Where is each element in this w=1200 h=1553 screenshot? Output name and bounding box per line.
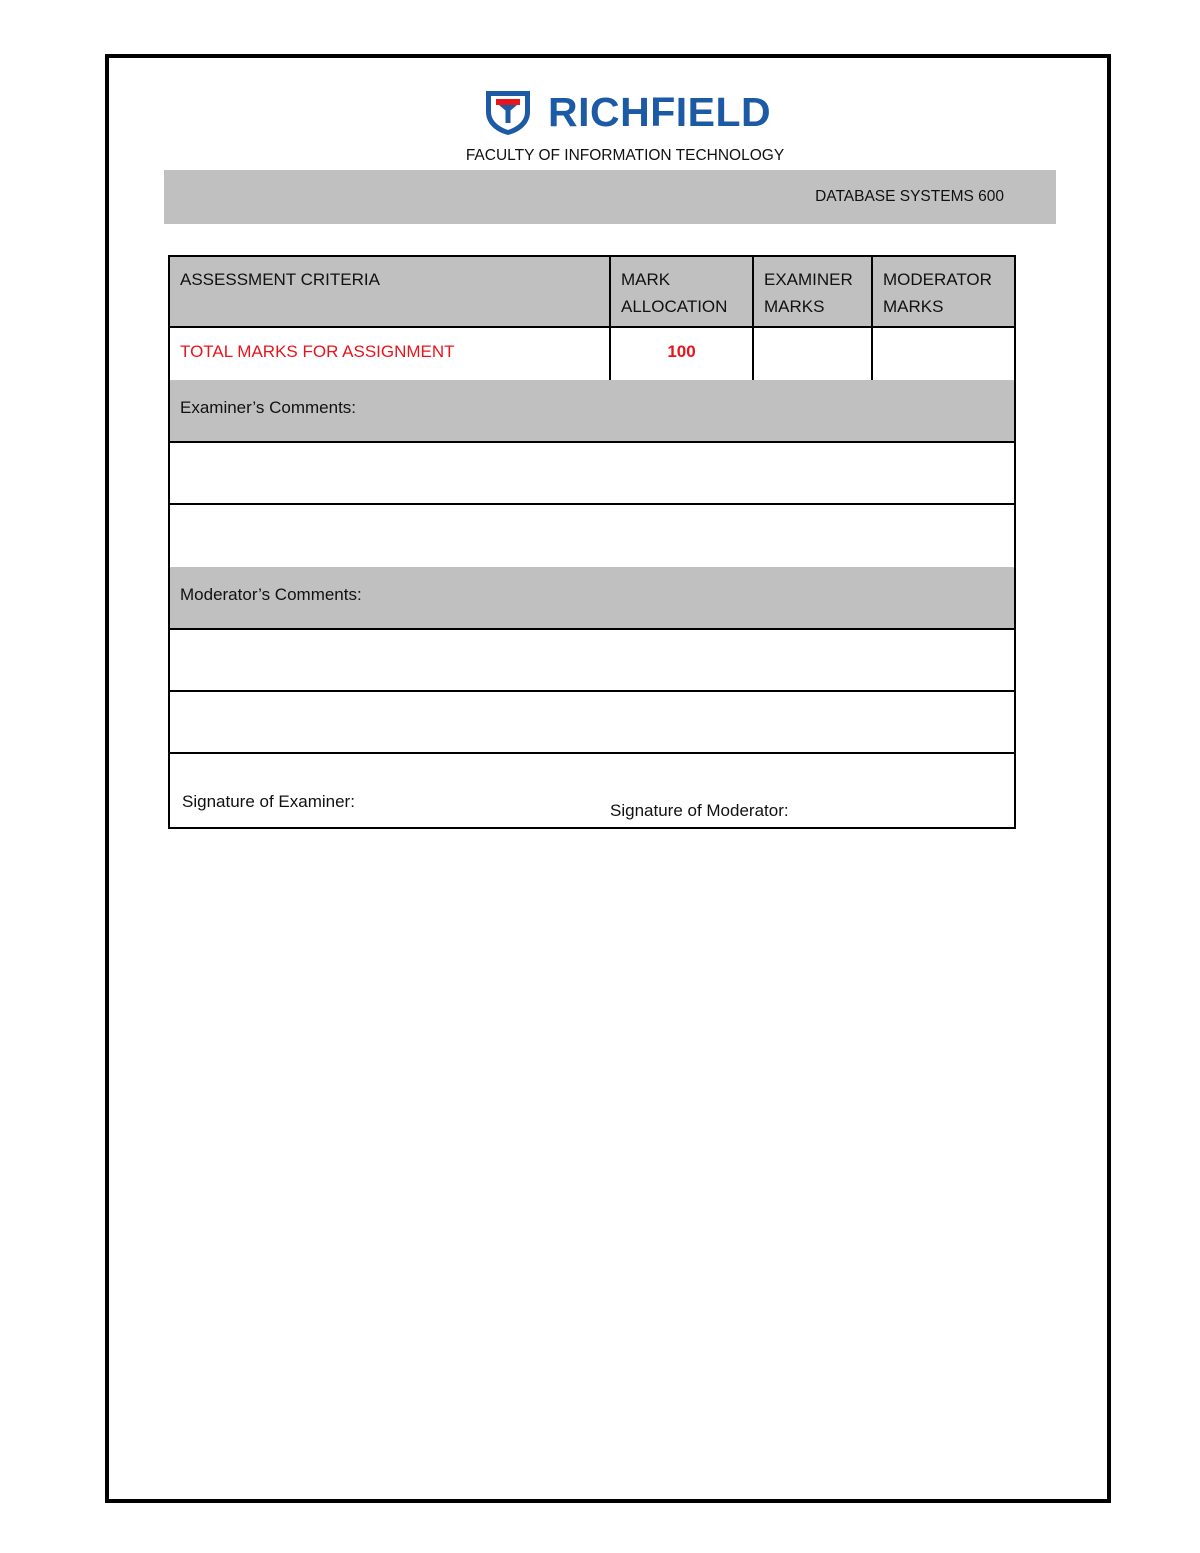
examiner-comment-line-1[interactable] <box>168 443 1016 505</box>
moderator-comments-label: Moderator’s Comments: <box>180 585 362 604</box>
total-marks-row <box>168 328 1016 380</box>
col-assessment-criteria: ASSESSMENT CRITERIA <box>170 257 611 326</box>
richfield-logo <box>482 88 771 136</box>
total-marks-value: 100 <box>611 328 754 380</box>
richfield-shield-torch-icon <box>482 88 534 136</box>
table-header-row <box>168 255 1016 328</box>
moderator-comments-header <box>168 567 1016 630</box>
logo-text: RICHFIELD <box>548 88 772 135</box>
total-label: TOTAL MARKS FOR ASSIGNMENT <box>170 328 611 380</box>
moderator-comment-line-1[interactable] <box>168 630 1016 692</box>
examiner-comments-label: Examiner’s Comments: <box>180 398 357 417</box>
col-examiner-marks: EXAMINER MARKS <box>754 257 873 326</box>
moderator-comment-line-2[interactable] <box>168 692 1016 754</box>
col-moderator-marks: MODERATOR MARKS <box>883 270 992 316</box>
signature-moderator-label[interactable]: Signature of Moderator: <box>610 801 789 820</box>
course-name: DATABASE SYSTEMS 600 <box>815 188 1004 205</box>
moderator-marks-field[interactable] <box>873 328 1014 380</box>
course-band <box>164 170 1056 224</box>
signature-row <box>168 754 1016 829</box>
faculty-title: FACULTY OF INFORMATION TECHNOLOGY <box>465 147 785 164</box>
assessment-table <box>168 255 1016 829</box>
examiner-comments-header <box>168 380 1016 443</box>
examiner-marks-field[interactable] <box>754 328 873 380</box>
signature-examiner-label[interactable]: Signature of Examiner: <box>182 792 355 811</box>
col-mark-allocation: MARK ALLOCATION <box>611 257 754 326</box>
examiner-comment-line-2[interactable] <box>168 505 1016 567</box>
